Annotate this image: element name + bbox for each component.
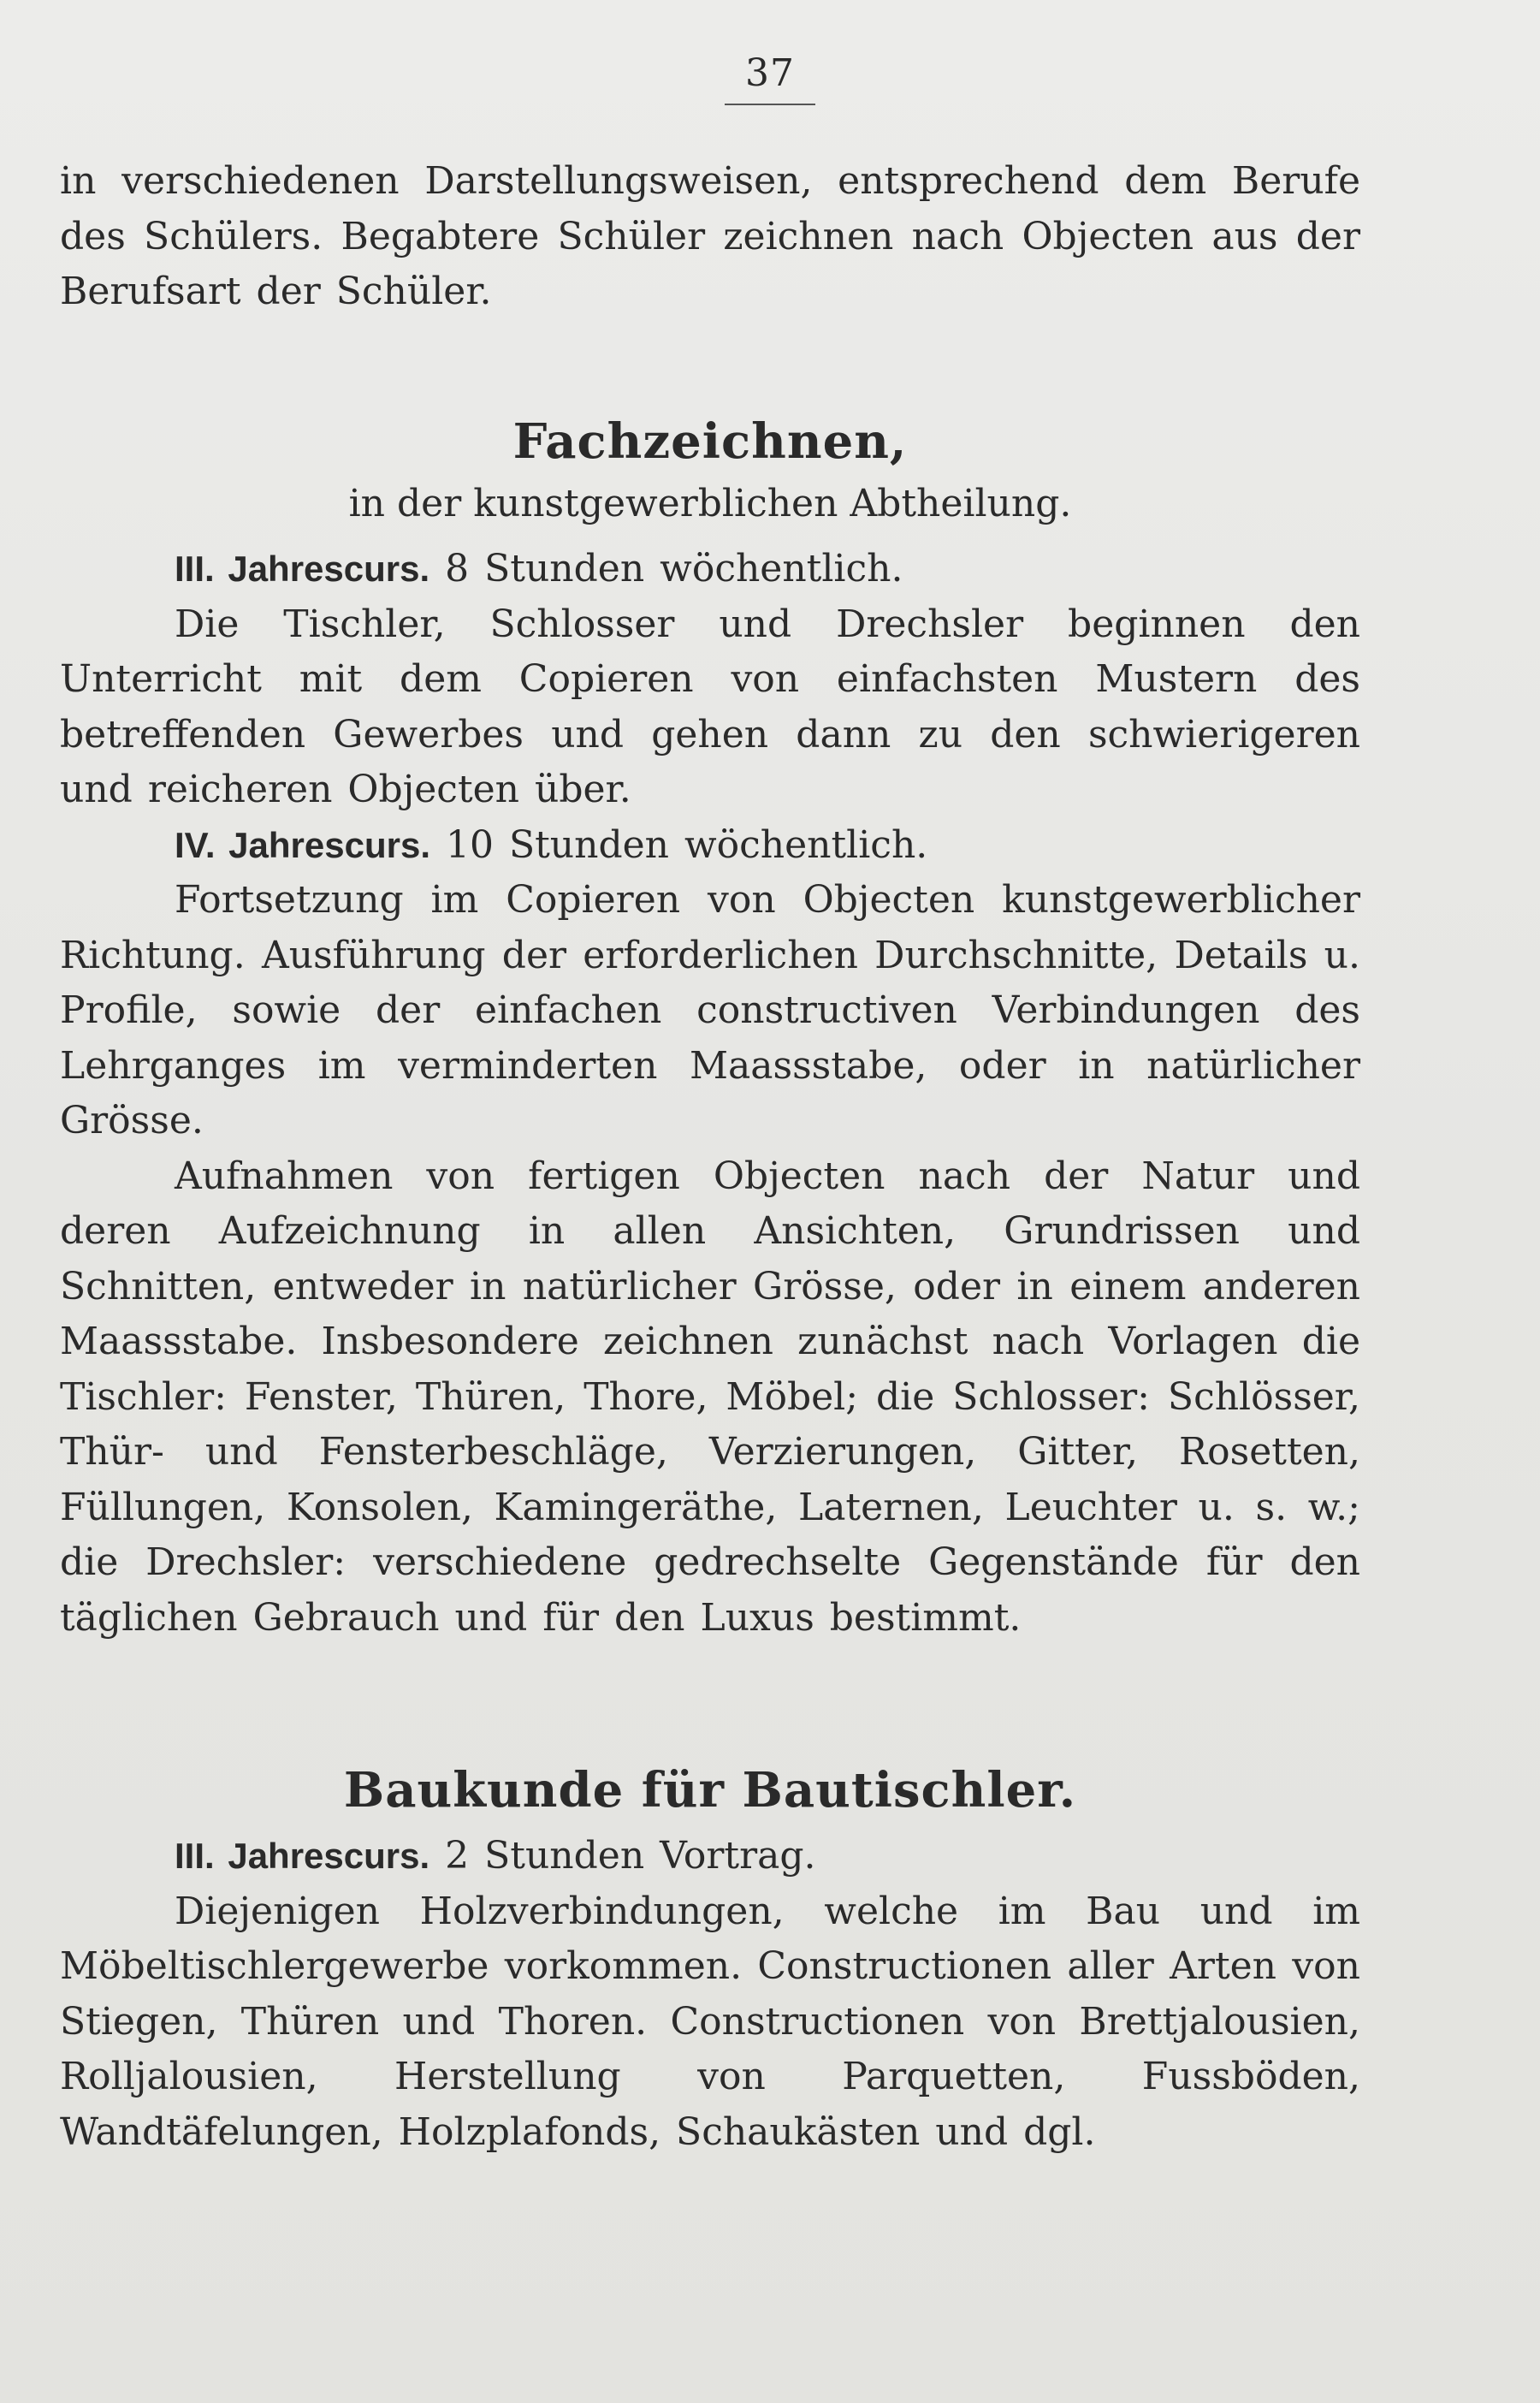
course-hours: 2 Stunden Vortrag. bbox=[429, 1834, 816, 1878]
page-number: 37 bbox=[725, 51, 815, 105]
section-title-fachzeichnen: Fachzeichnen, bbox=[512, 412, 908, 470]
course-paragraph-fachzeichnen-4b: Aufnahmen von fertigen Objecten nach der Natur und deren Aufzeichnung in allen Ansichten, Grundrissen und Schnitten, entweder in natürlicher Grösse, oder in einem anderen Maassstabe. Insbesondere zeichnen zunächst nach Vorlagen die Tischler: Fenster, Thüren, Thore, Möbel; die Schlosser: Schlösser, Thür- und Fensterbeschläge, Verzierungen, Gitter, Rosetten, Füllungen, Konsolen, Kamingeräthe, Laternen, Leuchter u. s. w.; die Drechsler: verschiedene gedrechselte Gegenstände für den täglichen Gebrauch und für den Luxus bestimmt. bbox=[60, 1154, 1360, 1640]
section-title-baukunde: Baukunde für Bautischler. bbox=[343, 1762, 1077, 1819]
course-heading-fachzeichnen-4 bbox=[60, 818, 1360, 874]
course-paragraph-fachzeichnen-4a: Fortsetzung im Copieren von Objecten kunstgewerblicher Richtung. Ausführung der erforderlichen Durchschnitte, Details u. Profile, sowie der einfachen constructiven Verbindungen des Lehrganges im verminderten Maassstabe, oder in natürlicher Grösse. bbox=[60, 878, 1360, 1142]
course-paragraph-baukunde-3: Diejenigen Holzverbindungen, welche im Bau und im Möbeltischlergewerbe vorkommen. Constructionen aller Arten von Stiegen, Thüren und Thoren. Constructionen von Brettjalousien, Rolljalousien, Herstellung von Parquetten, Fussböden, Wandtäfelungen, Holzplafonds, Schaukästen und dgl. bbox=[60, 1889, 1360, 2154]
course-heading-baukunde-3 bbox=[60, 1829, 1360, 1884]
page-content bbox=[60, 154, 1360, 2160]
intro-paragraph: in verschiedenen Darstellungsweisen, entsprechend dem Berufe des Schülers. Begabtere Schüler zeichnen nach Objecten aus der Berufsart der Schüler. bbox=[60, 159, 1360, 313]
course-paragraph-fachzeichnen-3: Die Tischler, Schlosser und Drechsler beginnen den Unterricht mit dem Copieren von einfachsten Mustern des betreffenden Gewerbes und gehen dann zu den schwierigeren und reicheren Objecten über. bbox=[60, 602, 1360, 811]
page-number-container bbox=[0, 51, 1540, 105]
course-label: IV. Jahrescurs. bbox=[175, 824, 430, 865]
course-label: III. Jahrescurs. bbox=[175, 1836, 430, 1876]
course-hours: 10 Stunden wöchentlich. bbox=[429, 822, 928, 867]
course-heading-fachzeichnen-3 bbox=[60, 542, 1360, 597]
section-subtitle-fachzeichnen: in der kunstgewerblichen Abtheilung. bbox=[348, 481, 1072, 525]
course-label: III. Jahrescurs. bbox=[175, 549, 430, 589]
course-hours: 8 Stunden wöchentlich. bbox=[429, 547, 903, 590]
